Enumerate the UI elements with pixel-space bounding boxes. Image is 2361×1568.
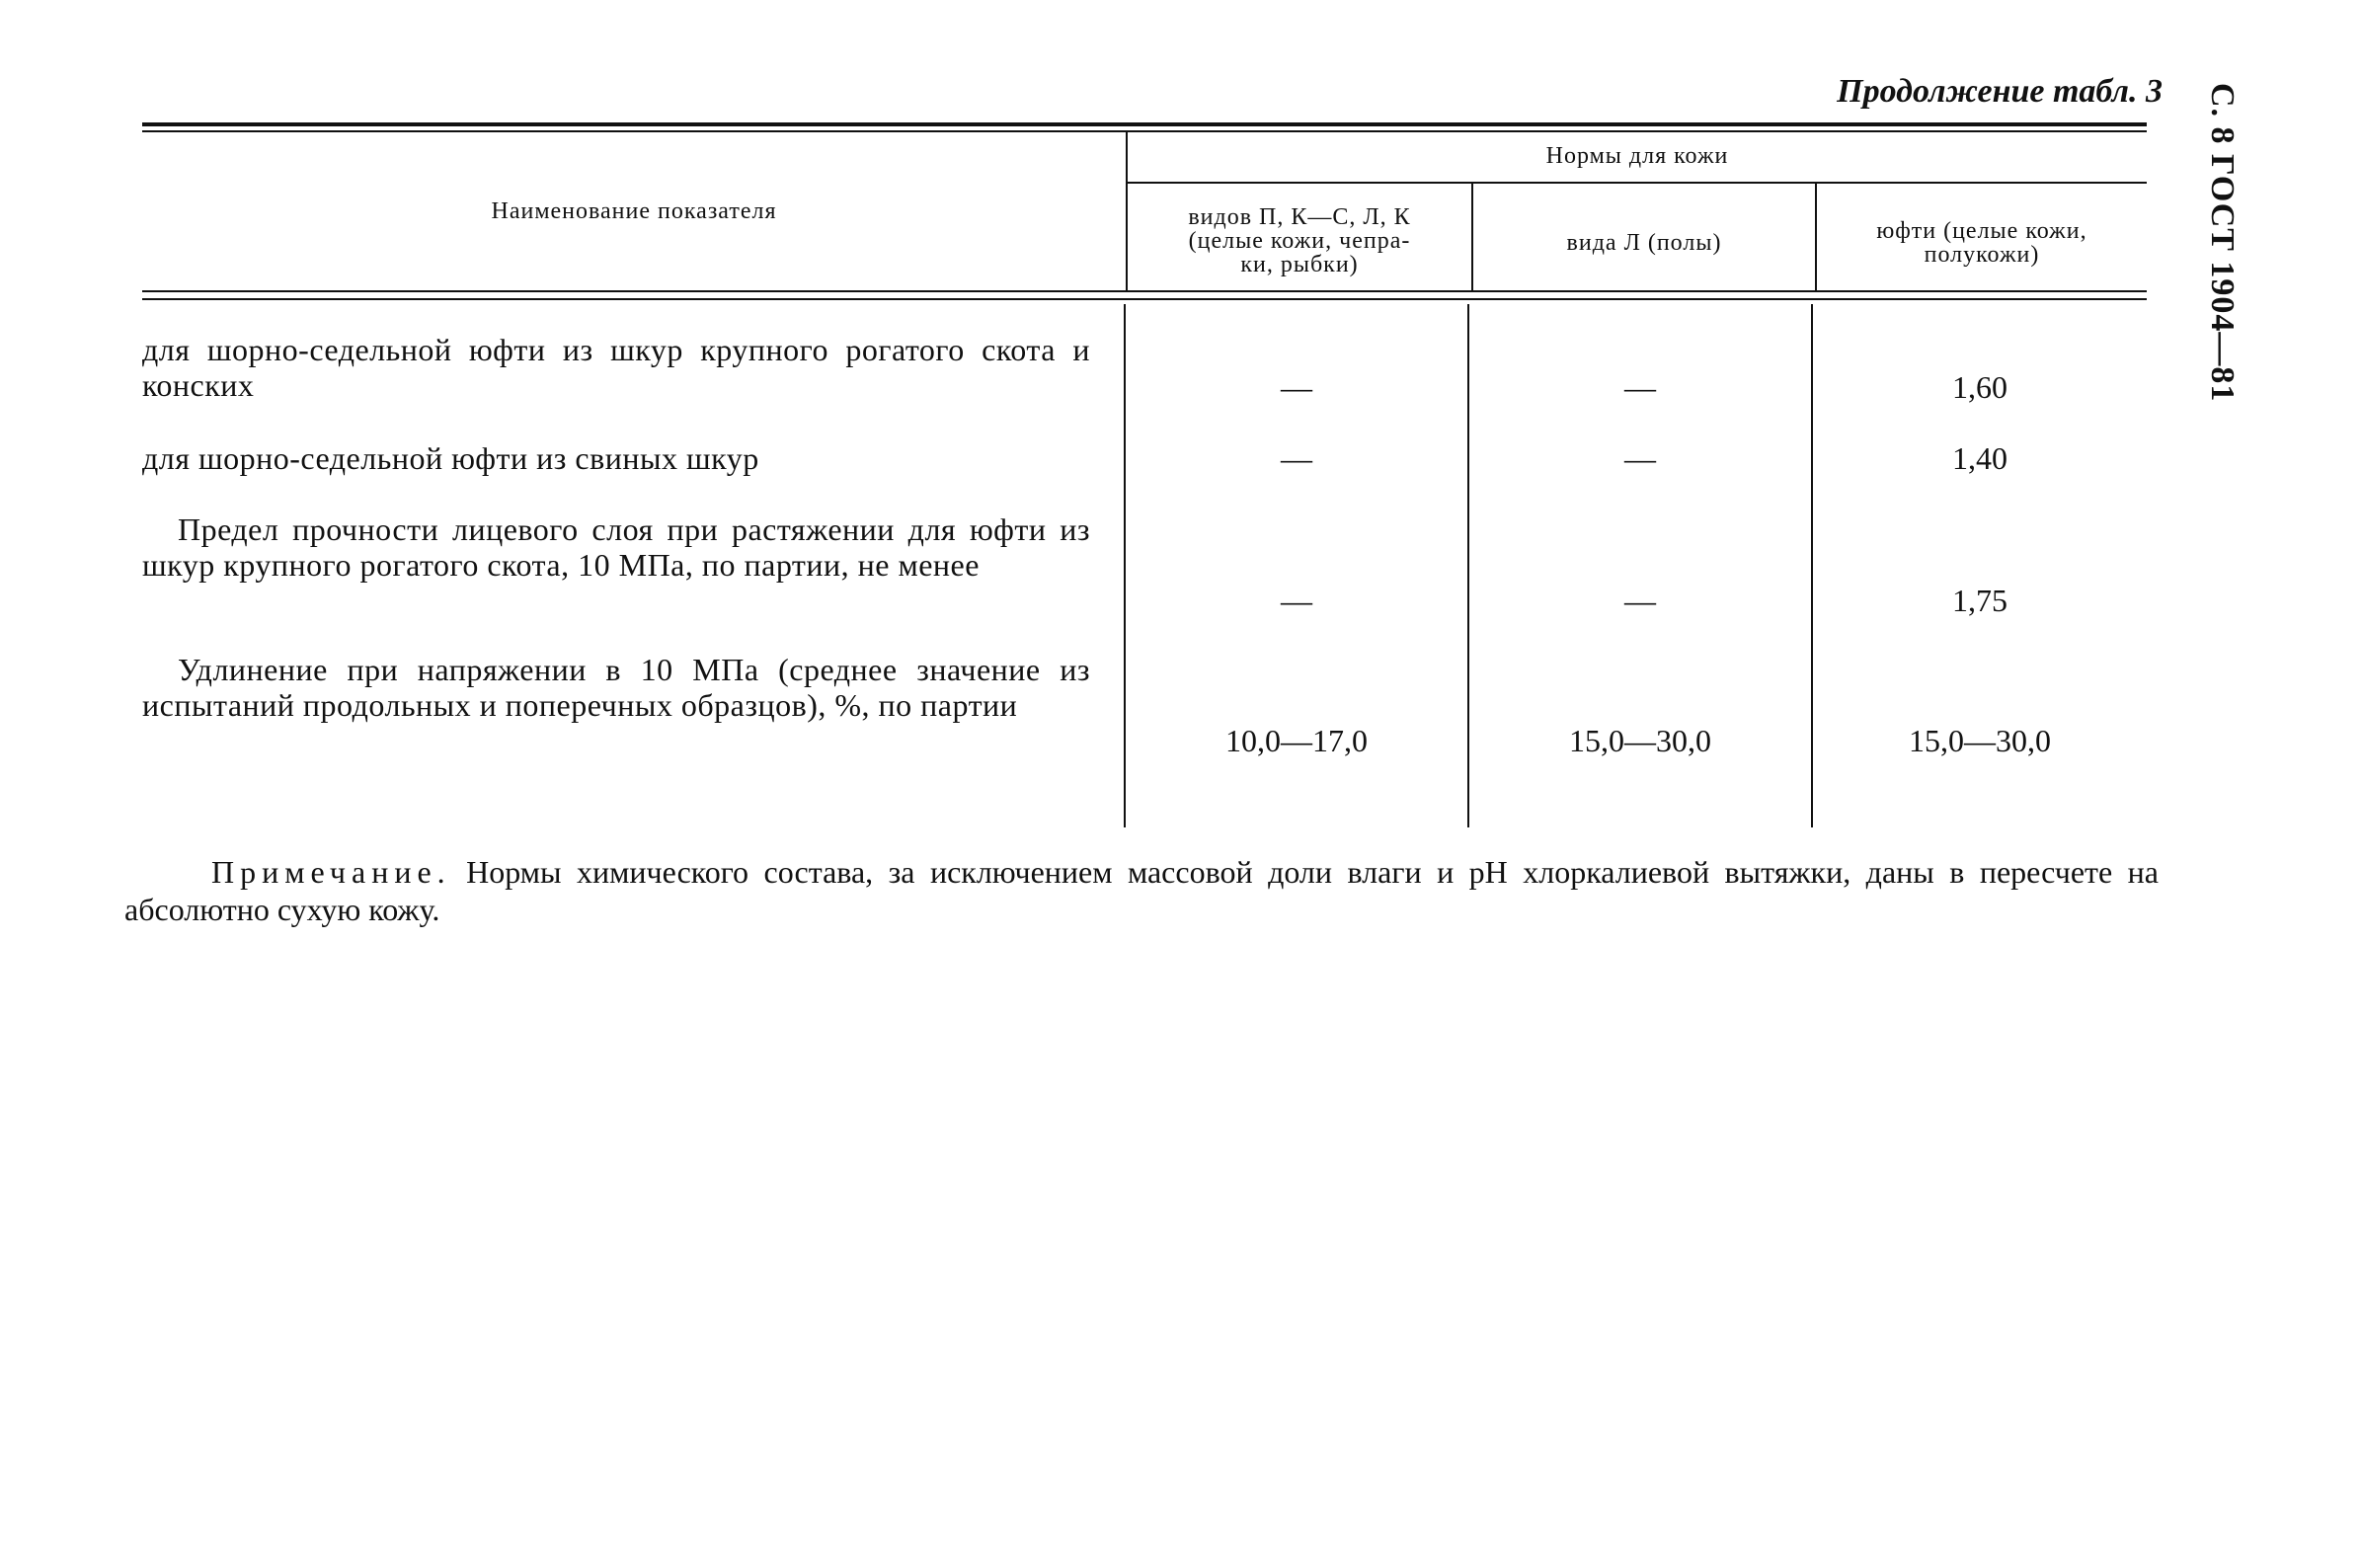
table-cell-value: —	[1281, 583, 1312, 618]
table-cell-value: 10,0—17,0	[1225, 723, 1368, 758]
header-bottom-rule-second	[142, 298, 2147, 300]
table-row-label: Удлинение при напряжении в 10 МПа (среднее значение из испытаний продольных и поперечных образцов), %, по партии	[142, 652, 1090, 723]
header-col1-line: ки, рыбки)	[1240, 252, 1359, 277]
table-cell-value: —	[1624, 583, 1656, 618]
header-col2: вида Л (полы)	[1566, 230, 1722, 256]
table-cell-value: 15,0—30,0	[1569, 723, 1711, 758]
note-lead: Примечание.	[211, 854, 451, 890]
table-cell-value: —	[1624, 440, 1656, 476]
table-continuation-caption: Продолжение табл. 3	[1837, 73, 2163, 110]
table-cell-value: 1,60	[1952, 369, 2007, 405]
norms-table	[142, 122, 2147, 833]
table-top-rule-thin	[142, 130, 2147, 132]
norms-header-rule	[1126, 182, 2147, 184]
page-side-header: С. 8 ГОСТ 1904—81	[2204, 83, 2241, 403]
header-col3-line: полукожи)	[1924, 242, 2040, 268]
note-text: Нормы химического состава, за исключением массовой доли влаги и рН хлоркалиевой вытяжки, даны в пересчете на абсолютно сухую кожу.	[124, 854, 2160, 927]
header-col1-line: (целые кожи, чепра-	[1188, 228, 1411, 254]
header-bottom-rule	[142, 290, 2147, 292]
table-cell-value: 1,40	[1952, 440, 2007, 476]
table-note	[124, 853, 2159, 928]
table-row-label: Предел прочности лицевого слоя при растяжении для юфти из шкур крупного рогатого скота, 10 МПа, по партии, не менее	[142, 511, 1090, 583]
header-col3-line: юфти (целые кожи,	[1876, 218, 2087, 244]
table-cell-value: —	[1281, 369, 1312, 405]
header-col1-line: видов П, К—С, Л, К	[1188, 204, 1411, 230]
table-row-label: для шорно-седельной юфти из свиных шкур	[142, 440, 759, 476]
table-top-rule	[142, 122, 2147, 126]
header-norms: Нормы для кожи	[1545, 143, 1729, 169]
table-row-label: для шорно-седельной юфти из шкур крупного рогатого скота и конских	[142, 332, 1090, 403]
table-cell-value: 1,75	[1952, 583, 2007, 618]
table-cell-value: —	[1624, 369, 1656, 405]
header-col1	[1128, 205, 1471, 276]
table-cell-value: 15,0—30,0	[1909, 723, 2051, 758]
header-col3	[1817, 219, 2147, 267]
table-cell-value: —	[1281, 440, 1312, 476]
header-indicator-name: Наименование показателя	[491, 198, 777, 224]
